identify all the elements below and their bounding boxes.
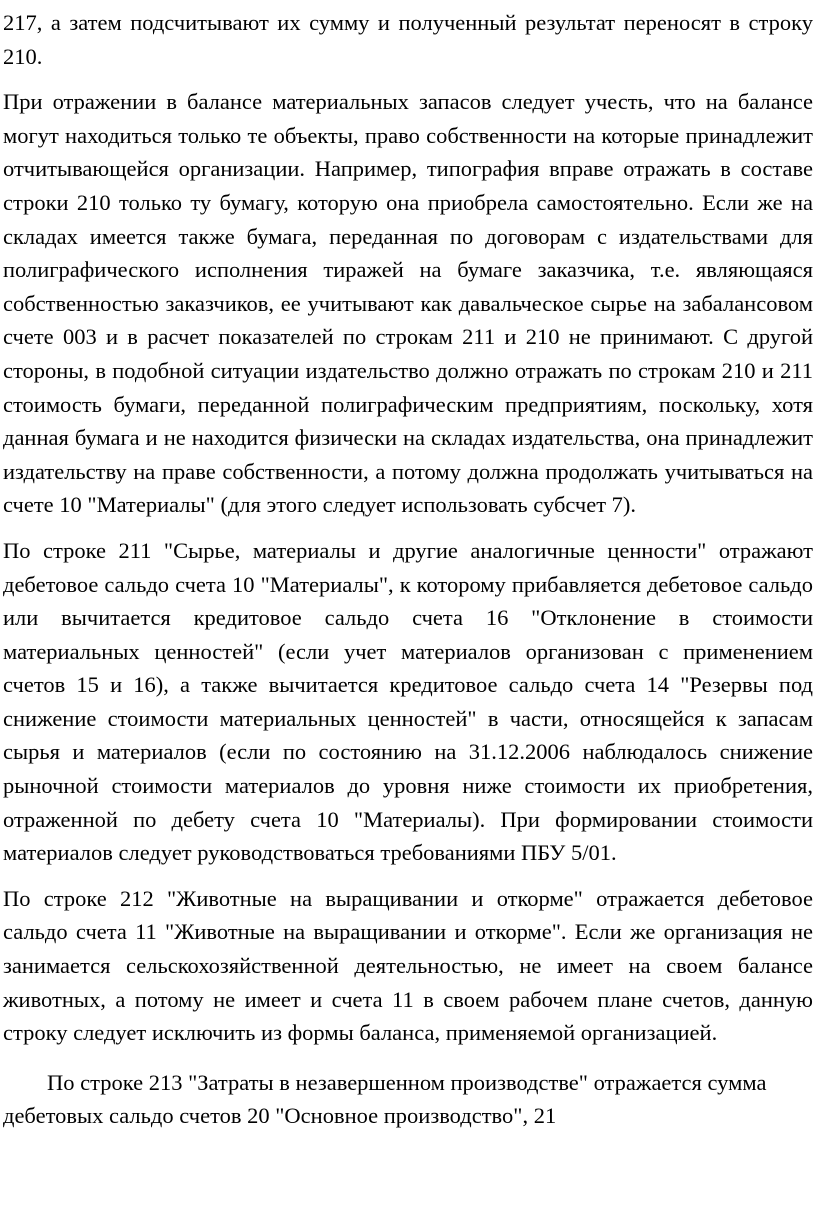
paragraph-line-211: По строке 211 "Сырье, материалы и другие аналогичные ценности" отражают дебетовое сальдо счета 10 "Материалы", к которому прибавляется дебетовое сальдо или вычитается кредитовое сальдо счета 16 "Отклонение в стоимости материальных ценностей" (если учет материалов организован с применением счетов 15 и 16), а также вычитается кредитовое сальдо счета 14 "Резервы под снижение стоимости материальных ценностей" в части, относящейся к запасам сырья и материалов (если по состоянию на 31.12.2006 наблюдалось снижение рыночной стоимости материалов до уровня ниже стоимости их приобретения, отраженной по дебету счета 10 "Материалы). При формировании стоимости материалов следует руководствоваться требованиями ПБУ 5/01. [3,537,813,866]
document-page [3,6,813,1133]
paragraph-material-ownership: При отражении в балансе материальных запасов следует учесть, что на балансе могут находиться только те объекты, право собственности на которые принадлежит отчитывающейся организации. Например, типография вправе отражать в составе строки 210 только ту бумагу, которую она приобрела самостоятельно. Если же на складах имеется также бумага, переданная по договорам с издательствами для полиграфического исполнения тиражей на бумаге заказчика, т.е. являющаяся собственностью заказчиков, ее учитывают как давальческое сырье на забалансовом счете 003 и в расчет показателей по строкам 211 и 210 не принимают. С другой стороны, в подобной ситуации издательство должно отражать по строкам 210 и 211 стоимость бумаги, переданной полиграфическим предприятиям, поскольку, хотя данная бумага и не находится физически на складах издательства, она принадлежит издательству на праве собственности, а потому должна продолжать учитываться на счете 10 "Материалы" (для этого следует использовать субсчет 7). [3,89,813,518]
paragraph-line-212: По строке 212 "Животные на выращивании и откорме" отражается дебетовое сальдо счета 11 "Животные на выращивании и откорме". Если же организация не занимается сельскохозяйственной деятельностью, не имеет на своем балансе животных, а потому не имеет и счета 11 в своем рабочем плане счетов, данную строку следует исключить из формы баланса, применяемой организацией. [3,885,813,1046]
paragraph-line-210-continuation: 217, а затем подсчитывают их сумму и полученный результат переносят в строку 210. [3,10,813,69]
paragraph-line-213: По строке 213 "Затраты в незавершенном производстве" отражается сумма дебетовых сальдо счетов 20 "Основное производство", 21 [3,1069,767,1129]
